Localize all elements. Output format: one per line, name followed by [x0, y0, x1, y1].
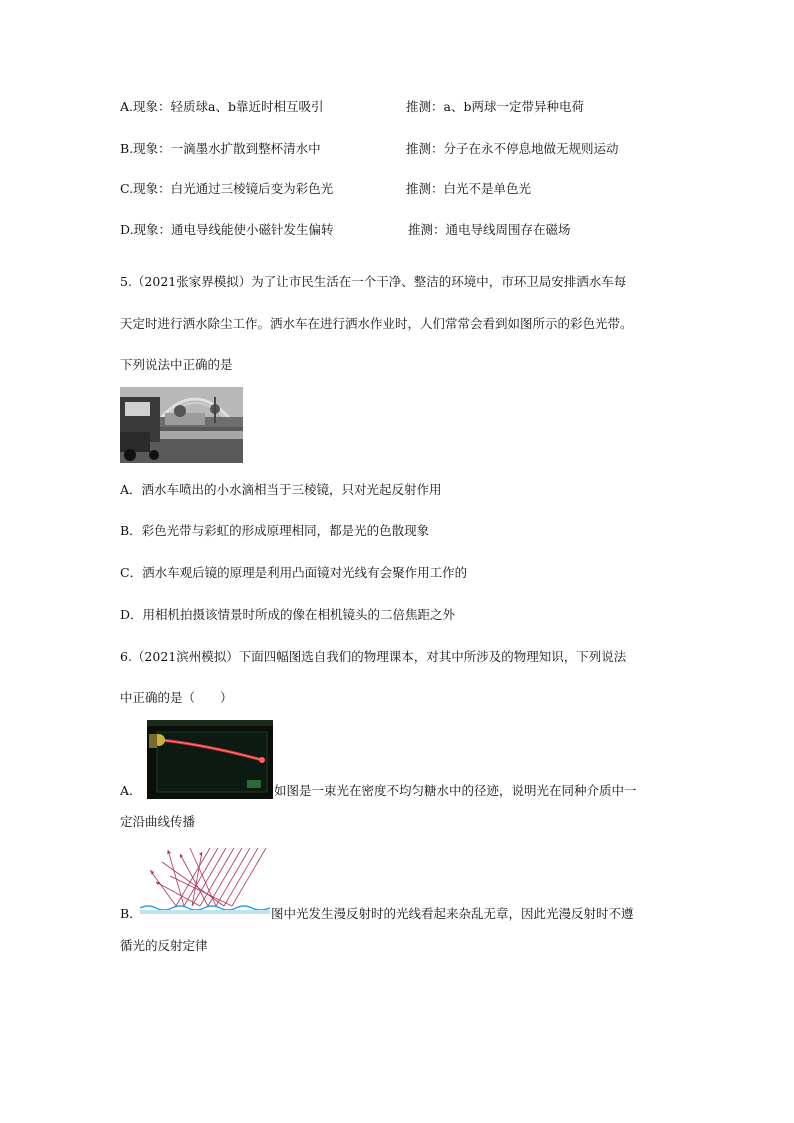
option-c-inference: 推测：白光不是单色光	[406, 181, 532, 196]
option-d-inference: 推测：通电导线周围存在磁场	[408, 222, 571, 237]
option-b-inference: 推测：分子在永不停息地做无规则运动	[406, 141, 619, 156]
q6-stem-line1: 6.（2021滨州模拟）下面四幅图选自我们的物理课本，对其中所涉及的物理知识，下列说法	[120, 649, 627, 664]
diffuse-reflection-diagram	[140, 842, 270, 914]
sprinkler-truck-rainbow-photo	[120, 387, 243, 463]
q5-option-c: C．洒水车观后镜的原理是利用凸面镜对光线有会聚作用工作的	[120, 565, 468, 580]
q5-stem-line1: 5.（2021张家界模拟）为了让市民生活在一个干净、整洁的环境中，市环卫局安排洒水车每	[120, 274, 627, 289]
q6-option-b-text-line2: 循光的反射定律	[120, 938, 208, 953]
q5-option-a: A．洒水车喷出的小水滴相当于三棱镜，只对光起反射作用	[120, 482, 442, 497]
option-a-observation: A.现象：轻质球a、b靠近时相互吸引	[120, 99, 324, 114]
q6-option-a-text-line1: 如图是一束光在密度不均匀糖水中的径迹，说明光在同种介质中一	[274, 783, 637, 798]
q6-option-b-label: B．	[120, 906, 142, 921]
q6-option-b-text-line1: 图中光发生漫反射时的光线看起来杂乱无章，因此光漫反射时不遵	[271, 906, 634, 921]
q5-stem-line3: 下列说法中正确的是	[120, 357, 233, 372]
option-c-observation: C.现象：白光通过三棱镜后变为彩色光	[120, 181, 334, 196]
q5-option-d: D．用相机拍摄该情景时所成的像在相机镜头的二倍焦距之外	[120, 607, 456, 622]
q5-option-b: B．彩色光带与彩虹的形成原理相同，都是光的色散现象	[120, 523, 430, 538]
light-in-sugar-water-photo	[147, 720, 273, 799]
option-b-observation: B.现象：一滴墨水扩散到整杯清水中	[120, 141, 321, 156]
q6-option-a-label: A.	[120, 783, 134, 798]
option-a-inference: 推测：a、b两球一定带异种电荷	[406, 99, 584, 114]
q6-option-a-text-line2: 定沿曲线传播	[120, 814, 196, 829]
option-d-observation: D.现象：通电导线能使小磁针发生偏转	[120, 222, 334, 237]
q5-stem-line2: 天定时进行洒水除尘工作。洒水车在进行洒水作业时，人们常常会看到如图所示的彩色光带。	[120, 316, 633, 331]
q6-stem-line2: 中正确的是（ ）	[120, 690, 233, 705]
